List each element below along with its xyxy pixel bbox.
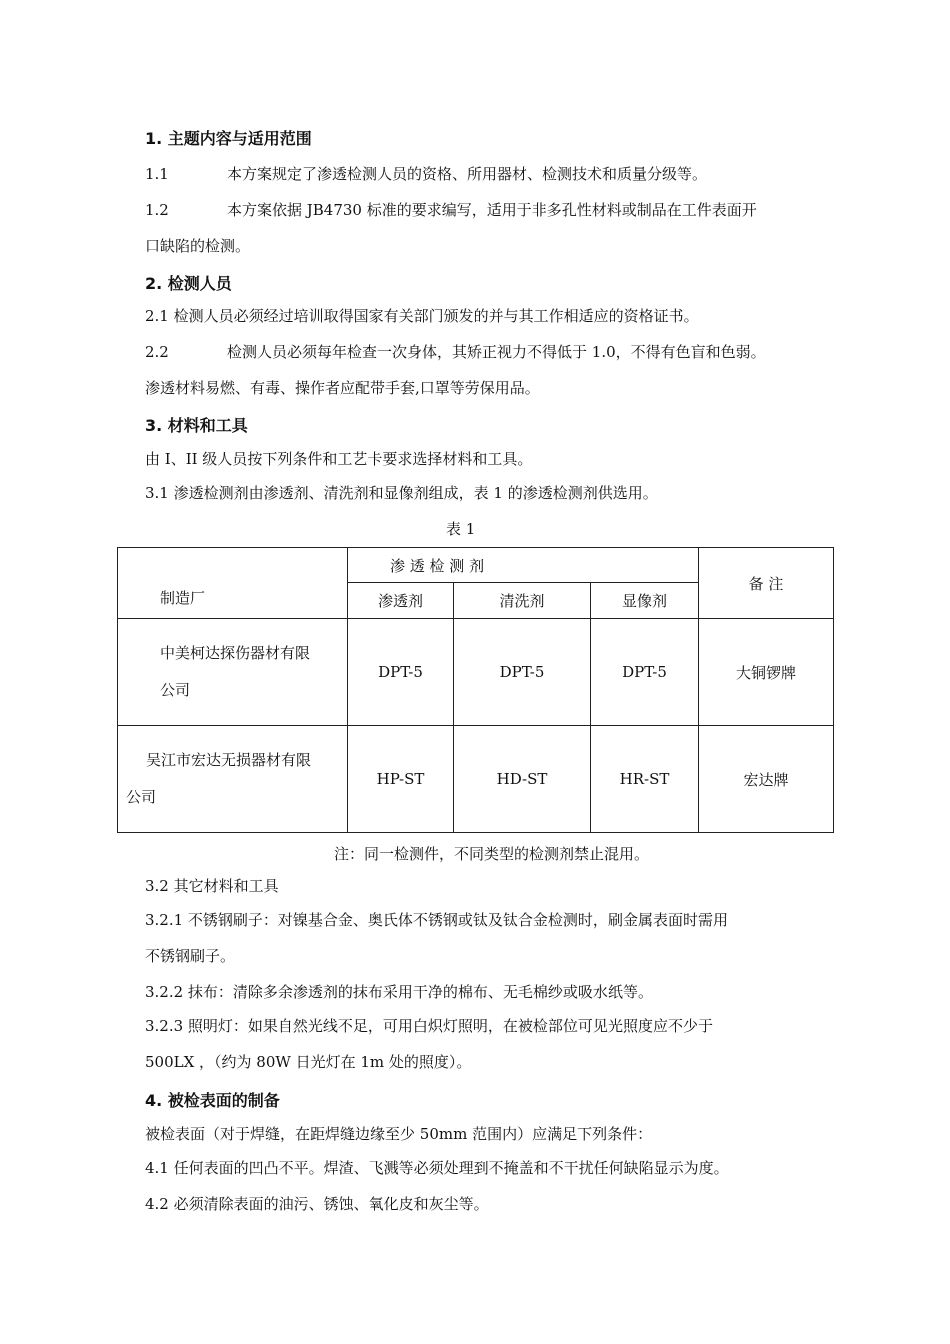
header-cleaner: 清洗剂 <box>454 583 591 619</box>
manufacturer-line: 公司 <box>126 788 157 806</box>
section-4-heading: 4. 被检表面的制备 <box>145 1091 280 1110</box>
header-developer: 显像剂 <box>591 583 699 619</box>
section-4-intro: 被检表面（对于焊缝，在距焊缝边缘至少 50mm 范围内）应满足下列条件： <box>145 1125 653 1143</box>
manufacturer-line: 吴江市宏达无损器材有限 <box>146 751 312 769</box>
paragraph-3-1: 3.1 渗透检测剂由渗透剂、清洗剂和显像剂组成，表 1 的渗透检测剂供选用。 <box>145 484 658 502</box>
paragraph-4-1: 4.1 任何表面的凹凸不平。焊渣、飞溅等必须处理到不掩盖和不干扰任何缺陷显示为度。 <box>145 1159 729 1177</box>
section-2-heading: 2. 检测人员 <box>145 274 232 293</box>
header-penetrant-group: 渗 透 检 测 剂 <box>348 548 699 583</box>
table-note: 注：同一检测件，不同类型的检测剂禁止混用。 <box>334 845 650 863</box>
header-remarks: 备 注 <box>699 548 834 619</box>
paragraph-1-2 <box>145 200 757 220</box>
cell-developer: DPT-5 <box>591 619 699 726</box>
paragraph-number: 2.2 <box>145 343 169 361</box>
manufacturer-line: 中美柯达探伤器材有限 <box>160 644 311 662</box>
cell-cleaner: DPT-5 <box>454 619 591 726</box>
paragraph-text: 本方案规定了渗透检测人员的资格、所用器材、检测技术和质量分级等。 <box>227 165 708 183</box>
header-penetrant: 渗透剂 <box>348 583 454 619</box>
paragraph-3-2-1-continued: 不锈钢刷子。 <box>145 947 236 965</box>
paragraph-3-2-2: 3.2.2 抹布：清除多余渗透剂的抹布采用干净的棉布、无毛棉纱或吸水纸等。 <box>145 983 653 1001</box>
cell-cleaner: HD-ST <box>454 726 591 833</box>
cell-remark: 大铜锣牌 <box>699 619 834 726</box>
cell-manufacturer <box>118 726 348 833</box>
paragraph-2-2-continued: 渗透材料易燃、有毒、操作者应配带手套,口罩等劳保用品。 <box>145 379 540 397</box>
section-1-heading: 1. 主题内容与适用范围 <box>145 129 312 148</box>
paragraph-number: 1.2 <box>145 201 169 219</box>
paragraph-3-2: 3.2 其它材料和工具 <box>145 877 279 895</box>
paragraph-3-2-3: 3.2.3 照明灯：如果自然光线不足，可用白炽灯照明，在被检部位可见光照度应不少于 <box>145 1017 713 1035</box>
penetrant-table <box>117 547 834 833</box>
paragraph-3-2-1: 3.2.1 不锈钢刷子：对镍基合金、奥氏体不锈钢或钛及钛合金检测时，刷金属表面时需用 <box>145 911 728 929</box>
paragraph-1-2-continued: 口缺陷的检测。 <box>145 237 251 255</box>
cell-developer: HR-ST <box>591 726 699 833</box>
cell-remark: 宏达牌 <box>699 726 834 833</box>
paragraph-1-1 <box>145 164 707 184</box>
header-manufacturer: 制造厂 <box>118 548 348 619</box>
table-caption: 表 1 <box>446 520 476 538</box>
table-header-row <box>118 548 834 583</box>
section-3-heading: 3. 材料和工具 <box>145 416 248 435</box>
table-row <box>118 619 834 726</box>
paragraph-3-2-3-continued: 500LX ，（约为 80W 日光灯在 1m 处的照度）。 <box>145 1053 472 1071</box>
cell-penetrant: DPT-5 <box>348 619 454 726</box>
section-3-intro: 由 I、II 级人员按下列条件和工艺卡要求选择材料和工具。 <box>145 450 533 468</box>
paragraph-4-2: 4.2 必须清除表面的油污、锈蚀、氧化皮和灰尘等。 <box>145 1195 489 1213</box>
table-row <box>118 726 834 833</box>
cell-penetrant: HP-ST <box>348 726 454 833</box>
manufacturer-line: 公司 <box>160 681 191 699</box>
paragraph-text: 本方案依据 JB4730 标准的要求编写，适用于非多孔性材料或制品在工件表面开 <box>227 201 757 219</box>
paragraph-number: 1.1 <box>145 165 169 183</box>
paragraph-text: 检测人员必须每年检查一次身体，其矫正视力不得低于 1.0，不得有色盲和色弱。 <box>227 343 766 361</box>
cell-manufacturer <box>118 619 348 726</box>
paragraph-2-1: 2.1 检测人员必须经过培训取得国家有关部门颁发的并与其工作相适应的资格证书。 <box>145 307 699 325</box>
paragraph-2-2 <box>145 342 766 362</box>
